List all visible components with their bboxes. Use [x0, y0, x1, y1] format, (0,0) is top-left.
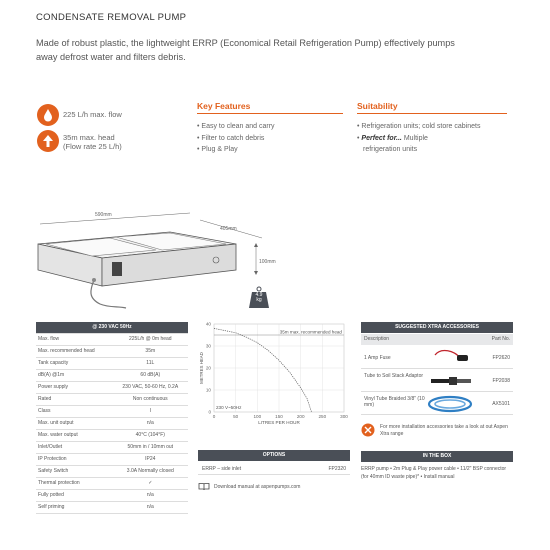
spec-row	[36, 417, 188, 429]
spec-row	[36, 501, 188, 513]
spec-value: I	[113, 405, 188, 417]
y-tick-label: 0	[208, 409, 211, 415]
water-drop-icon	[37, 104, 59, 126]
spec-value: n/a	[113, 489, 188, 501]
spec-value: 11L	[113, 357, 188, 369]
spec-value: 230 VAC, 50-60 Hz, 0.2A	[113, 381, 188, 393]
spec-value: n/a	[113, 417, 188, 429]
arrow-up-icon	[37, 130, 59, 152]
spec-label: Fully potted	[36, 489, 113, 501]
tube-icon	[427, 395, 473, 413]
spec-value: 40°C (104°F)	[113, 429, 188, 441]
spec-row	[36, 489, 188, 501]
accessories-columns	[361, 334, 513, 345]
y-tick-label: 20	[205, 365, 211, 371]
spec-row	[36, 333, 188, 345]
spec-row	[36, 465, 188, 477]
list-item-continued: refrigeration units	[363, 146, 418, 153]
spec-value: n/a	[113, 501, 188, 513]
y-axis-label: METRES HEAD	[199, 352, 204, 384]
depth-dimension: 405mm	[220, 226, 237, 232]
x-tick-label: 250	[318, 414, 327, 419]
column-description: Description	[364, 336, 390, 342]
spec-row	[36, 345, 188, 357]
download-manual-link[interactable]: Download manual at aspenpumps.com	[214, 484, 301, 490]
spec-value: Non continuous	[113, 393, 188, 405]
spec-table-body	[36, 333, 188, 513]
spec-label: Max. flow	[36, 333, 113, 345]
spec-label: Max. recommended head	[36, 345, 113, 357]
max-head-stat: 35m max. head (Flow rate 25 L/h)	[63, 133, 122, 151]
spec-value: ✓	[113, 477, 188, 489]
accessory-row	[361, 347, 513, 369]
x-tick-label: 300	[340, 414, 348, 419]
spec-label: Power supply	[36, 381, 113, 393]
accessory-description: Tube to Soil Stack Adaptor	[364, 373, 424, 379]
weight-badge: 4.9 kg	[255, 292, 263, 303]
spec-value: 225L/h @ 0m head	[113, 333, 188, 345]
spec-value: 3.0A Normally closed	[113, 465, 188, 477]
option-name: ERRP – side inlet	[202, 466, 242, 472]
spec-row	[36, 405, 188, 417]
spec-label: Max. unit output	[36, 417, 113, 429]
suitability-rule	[357, 113, 507, 114]
annotation-label: 35m max. recommended head	[279, 329, 342, 335]
list-item: • Filter to catch debris	[197, 133, 275, 145]
spec-value: IP24	[113, 453, 188, 465]
in-the-box-heading: IN THE BOX	[361, 451, 513, 462]
intro-paragraph: Made of robust plastic, the lightweight ERRP (Economical Retail Refrigeration Pump) effectively pumps away defrost water and filters debris.	[36, 38, 455, 62]
spec-value: 60 dB(A)	[113, 369, 188, 381]
x-tick-label: 200	[296, 414, 305, 419]
xtra-logo-icon	[361, 423, 375, 437]
max-flow-stat: 225 L/h max. flow	[63, 110, 122, 119]
more-accessories-text: For more installation accessories take a look at out Aspen Xtra range	[380, 424, 508, 437]
spec-label: Inlet/Outlet	[36, 441, 113, 453]
spec-value: 35m	[113, 345, 188, 357]
option-part: FP2320	[328, 466, 346, 472]
y-tick-label: 10	[205, 387, 211, 393]
in-the-box-text: ERRP pump • 2m Plug & Play power cable • 11/2" BSP connector (for 40mm ID waste pipe)* • Install manual	[361, 466, 507, 480]
spec-row	[36, 429, 188, 441]
accessory-part: FP2620	[492, 355, 510, 361]
accessories-heading: SUGGESTED XTRA ACCESSORIES	[361, 322, 513, 333]
accessory-part: FP2038	[492, 378, 510, 384]
suitability-heading: Suitability	[357, 101, 398, 111]
suitability-list	[357, 121, 480, 156]
product-illustration	[30, 210, 270, 310]
fuse-icon	[431, 349, 471, 367]
list-item: • Refrigeration units; cold store cabinets	[357, 121, 480, 133]
spec-label: dB(A) @1m	[36, 369, 113, 381]
spec-label: Self priming	[36, 501, 113, 513]
accessory-row	[361, 393, 513, 415]
option-row	[198, 463, 350, 475]
spec-row	[36, 369, 188, 381]
spec-label: Thermal protection	[36, 477, 113, 489]
spec-row	[36, 393, 188, 405]
list-item: • Perfect for... Multiple	[357, 133, 480, 145]
spec-label: Class	[36, 405, 113, 417]
spec-label: Rated	[36, 393, 113, 405]
accessory-description: 1 Amp Fuse	[364, 355, 391, 361]
book-icon	[198, 482, 210, 491]
accessory-part: AX5101	[492, 401, 510, 407]
options-heading: OPTIONS	[198, 450, 350, 461]
spec-label: Tank capacity	[36, 357, 113, 369]
spec-table-header: @ 230 VAC 50Hz	[36, 322, 188, 333]
spec-row	[36, 441, 188, 453]
series-label: 230 V~50Hz	[216, 405, 242, 410]
page-title: CONDENSATE REMOVAL PUMP	[36, 12, 187, 23]
spec-row	[36, 453, 188, 465]
spec-label: Safety Switch	[36, 465, 113, 477]
list-item: • Plug & Play	[197, 144, 275, 156]
pump-curve-chart	[198, 318, 350, 428]
key-features-rule	[197, 113, 343, 114]
adaptor-icon	[429, 374, 473, 388]
list-item: • Easy to clean and carry	[197, 121, 275, 133]
y-tick-label: 30	[205, 343, 211, 349]
spec-value: 50mm in / 10mm out	[113, 441, 188, 453]
spec-label: Max. water output	[36, 429, 113, 441]
x-axis-label: LITRES PER HOUR	[258, 420, 300, 425]
spec-label: IP Protection	[36, 453, 113, 465]
spec-row	[36, 357, 188, 369]
x-tick-label: 50	[233, 414, 239, 419]
accessory-row	[361, 370, 513, 392]
height-dimension: 100mm	[259, 259, 276, 265]
spec-table	[36, 322, 188, 514]
key-features-list	[197, 121, 275, 156]
key-features-heading: Key Features	[197, 101, 251, 111]
x-tick-label: 150	[275, 414, 283, 419]
spec-row	[36, 477, 188, 489]
x-tick-label: 100	[253, 414, 262, 419]
x-tick-label: 0	[212, 414, 216, 419]
spec-row	[36, 381, 188, 393]
accessory-description: Vinyl Tube Braided 3/8" (10 mm)	[364, 396, 425, 408]
column-part-no: Part No.	[491, 336, 510, 342]
width-dimension: 590mm	[95, 212, 112, 218]
y-tick-label: 40	[205, 321, 211, 327]
